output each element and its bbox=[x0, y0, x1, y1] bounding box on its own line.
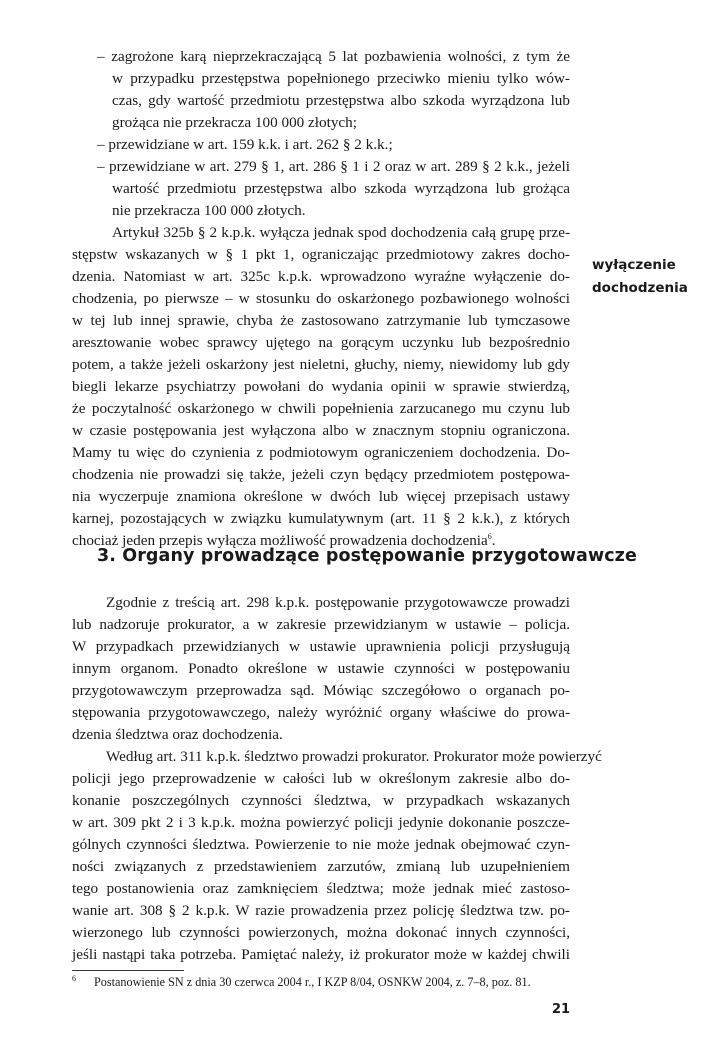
margin-note-line: wyłączenie bbox=[592, 257, 676, 273]
text-line: w tej lub innej sprawie, chyba że zastosowano zatrzymanie lub tymczasowe bbox=[72, 312, 570, 329]
text-line: chodzenia nie prowadzi się także, jeżeli czyn będący przedmiotem postępowa- bbox=[72, 466, 570, 483]
footnote-separator bbox=[72, 970, 184, 971]
text-line: gólnych czynności śledztwa. Powierzenie to nie może jednak obejmować czyn- bbox=[72, 836, 570, 853]
text-line: przygotowawczym przeprowadza sąd. Mówiąc szczegółowo o organach po- bbox=[72, 682, 570, 699]
text-line: W przypadkach przewidzianych w ustawie uprawnienia policji przysługują bbox=[72, 638, 570, 655]
text-line: lub nadzoruje prokurator, a w zakresie przewidzianym w ustawie – policja. bbox=[72, 616, 570, 633]
text-line: Według art. 311 k.p.k. śledztwo prowadzi prokurator. Prokurator może powierzyć bbox=[106, 748, 602, 765]
text-line: w czasie postępowania jest wyłączona albo w znacznym stopniu ograniczona. bbox=[72, 422, 570, 439]
footnote: $^6$ Postanowienie SN z dnia 30 czerwca 2004 r., I KZP 8/04, OSNKW 2004, z. 7–8, poz. 81. bbox=[72, 973, 531, 989]
text-line-content: chociaż jeden przepis wyłącza możliwość prowadzenia dochodzenia bbox=[72, 532, 488, 549]
text-line: konanie poszczególnych czynności śledztwa, w przypadkach wskazanych bbox=[72, 792, 570, 809]
text-line: – przewidziane w art. 159 k.k. i art. 262 § 2 k.k.; bbox=[97, 136, 393, 153]
margin-note bbox=[592, 254, 688, 300]
line-end-punctuation: . bbox=[491, 532, 496, 549]
text-line: Mamy tu więc do czynienia z podmiotowym ograniczeniem dochodzenia. Do- bbox=[72, 444, 570, 461]
text-line: nie przekracza 100 000 złotych. bbox=[112, 202, 306, 219]
margin-note-line: dochodzenia bbox=[592, 280, 688, 296]
text-line: wartość przedmiotu przestępstwa albo szkoda wyrządzona lub grożąca bbox=[112, 180, 570, 197]
text-line: biegli lekarze psychiatrzy powołani do wydania opinii w sprawie stwierdzą, bbox=[72, 378, 570, 395]
text-line: tego postanowienia oraz zamknięciem śledztwa; może jednak mieć zastoso- bbox=[72, 880, 570, 897]
text-line: – przewidziane w art. 279 § 1, art. 286 § 1 i 2 oraz w art. 289 § 2 k.k., jeżeli bbox=[97, 158, 570, 175]
text-line: jeśli nastąpi taka potrzeba. Pamiętać należy, iż prokurator może w każdej chwili bbox=[72, 946, 570, 963]
text-line: wanie art. 308 § 2 k.p.k. W razie prowadzenia przez policję śledztwa tzw. po- bbox=[72, 902, 570, 919]
text-line: dzenia. Natomiast w art. 325c k.p.k. wprowadzono wyraźne wyłączenie do- bbox=[72, 268, 570, 285]
text-line: że poczytalność oskarżonego w chwili popełnienia zarzucanego mu czynu lub bbox=[72, 400, 570, 417]
text-line: innym organom. Ponadto określone w ustawie czynności w postępowaniu bbox=[72, 660, 570, 677]
text-line: potem, a także jeżeli oskarżony jest nieletni, głuchy, niemy, niewidomy lub gdy bbox=[72, 356, 570, 373]
text-line: w art. 309 pkt 2 i 3 k.p.k. można powierzyć policji jedynie dokonanie poszcze- bbox=[72, 814, 570, 831]
section-heading: 3. Organy prowadzące postępowanie przygotowawcze bbox=[97, 546, 637, 566]
text-line: ności związanych z przedstawieniem zarzutów, zmianą lub uzupełnieniem bbox=[72, 858, 570, 875]
text-line: Zgodnie z treścią art. 298 k.p.k. postępowanie przygotowawcze prowadzi bbox=[106, 594, 570, 611]
text-line: w przypadku przestępstwa popełnionego przeciwko mieniu tylko wów- bbox=[112, 70, 570, 87]
page-number: 21 bbox=[552, 1002, 571, 1017]
text-line: stępstw wskazanych w § 1 pkt 1, ograniczając przedmiotowy zakres docho- bbox=[72, 246, 570, 263]
footnote-text: Postanowienie SN z dnia 30 czerwca 2004 r., I KZP 8/04, OSNKW 2004, z. 7–8, poz. 81. bbox=[94, 975, 531, 989]
text-line: grożąca nie przekracza 100 000 złotych; bbox=[112, 114, 357, 131]
text-line: aresztowanie wobec sprawcy ujętego na gorącym uczynku lub bezpośrednio bbox=[72, 334, 570, 351]
text-line: czas, gdy wartość przedmiotu przestępstwa albo szkoda wyrządzona lub bbox=[112, 92, 570, 109]
text-line: – zagrożone karą nieprzekraczającą 5 lat pozbawienia wolności, z tym że bbox=[97, 48, 570, 65]
text-line: nia wyczerpuje znamiona określone w dwóch lub więcej przepisach ustawy bbox=[72, 488, 570, 505]
text-line: chodzenia, po pierwsze – w stosunku do oskarżonego pozbawionego wolności bbox=[72, 290, 570, 307]
text-line: dzenia śledztwa oraz dochodzenia. bbox=[72, 726, 283, 743]
text-line: stępowania przygotowawczego, należy wyróżnić organy właściwe do prowa- bbox=[72, 704, 570, 721]
footnote-reference[interactable]: 6 bbox=[487, 531, 492, 541]
text-line: karnej, pozostających w związku kumulatywnym (art. 11 § 2 k.k.), z których bbox=[72, 510, 570, 527]
text-line: wierzonego lub czynności powierzonych, można dokonać innych czynności, bbox=[72, 924, 570, 941]
text-line: Artykuł 325b § 2 k.p.k. wyłącza jednak spod dochodzenia całą grupę prze- bbox=[112, 224, 570, 241]
text-line: policji jego przeprowadzenie w całości lub w określonym zakresie albo do- bbox=[72, 770, 570, 787]
